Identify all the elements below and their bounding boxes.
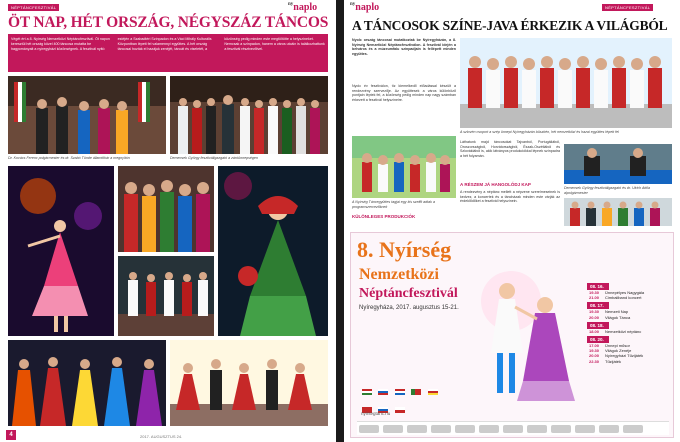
intro-text: Nyolc ország táncosai mutatkoztak be Nyíregyházán, a 8. Nyírség Nemzetközi Néptáncfesztiválon. A fesztivál idején a belváros és a múzeumfalu színpadjain is fellépett minden együttes. <box>352 38 456 56</box>
body-text-2: Láthatunk majd táncosokat Tajvanból, Portugáliából, Oroszországból, Horvátországból, Észak-Oszétiából és Szlovákiából is, akik látványos produkciókkal lépnek színpadra a hét folyamán. <box>460 140 560 158</box>
photo-colorful-troupe <box>8 340 166 426</box>
schedule-day: 08. 20. <box>587 336 609 343</box>
schedule-time: 22.30 <box>589 358 600 364</box>
logo-name: naplo <box>293 2 318 13</box>
body-text-1: Nyolc év fesztiválon, tíz kiemelkedő előadással készült a rendezvény szervezője. Az együttesek a város különböző pontjain léptek fel, a közönség pedig minden nap nagy számban érkezett a fesztivál helyszíneire. <box>352 84 456 102</box>
section-tag: NÉPTÁNCFESZTIVÁL <box>602 4 653 11</box>
ad-schedule <box>587 281 671 364</box>
ad-title-number: 8. Nyírség <box>357 237 452 262</box>
photo-group <box>564 198 672 226</box>
photo-dancers-stage <box>118 256 214 336</box>
schedule-time: 19.30 <box>589 348 600 354</box>
ad-sponsor-strip <box>357 421 669 435</box>
sponsor-logo <box>383 425 403 433</box>
schedule-event: Világok Tánca <box>605 314 631 320</box>
page-gutter <box>336 0 344 442</box>
ad-url: nyirsegtanc.hu <box>361 411 391 416</box>
schedule-entry <box>587 329 671 334</box>
photo-closing-ceremony <box>170 76 328 154</box>
schedule-time: 17.00 <box>589 343 600 349</box>
right-page <box>344 0 680 442</box>
schedule-time: 20.00 <box>589 353 600 359</box>
logo-name: naplo <box>355 2 380 13</box>
sponsor-logo <box>455 425 475 433</box>
sponsor-logo <box>503 425 523 433</box>
schedule-event: Világok Zenéje <box>605 348 632 354</box>
ad-dancers-illustration <box>471 261 583 411</box>
sponsor-logo <box>479 425 499 433</box>
schedule-event: Ünnepélyes Nagygála <box>605 290 645 295</box>
photo-troupe <box>460 38 672 128</box>
ad-dates: Nyíregyháza, 2017. augusztus 15-21. <box>359 305 459 311</box>
photo-opening-ceremony <box>8 76 166 154</box>
flag-russia <box>378 389 388 395</box>
page-headline: ÖT NAP, HÉT ORSZÁG, NÉGYSZÁZ TÁNCOS <box>8 14 329 31</box>
sponsor-logo <box>551 425 571 433</box>
section-tag: NÉPTÁNCFESZTIVÁL <box>8 4 59 11</box>
schedule-event: Ünnepi műsor <box>605 343 630 349</box>
sponsor-logo <box>527 425 547 433</box>
caption-opening: Dr. Kovács Ferenc polgármester és dr. Szabó Tünde államtitkár a megnyitón <box>8 156 130 160</box>
caption-kids: A Nyírség Táncegyüttes tagjai egy kis szelfit adtak a programszervezőknek <box>352 200 435 209</box>
caption-officials: Demecsek György fesztiváligazgató és dr. Ulrich Attila alpolgármester <box>564 186 651 195</box>
schedule-day: 08. 16. <box>587 283 609 290</box>
sponsor-logo <box>431 425 451 433</box>
lead-box <box>8 34 328 72</box>
schedule-time: 19.30 <box>589 290 600 295</box>
page-headline: A TÁNCOSOK SZÍNE-JAVA ÉRKEZIK A VILÁGBÓL <box>352 18 668 33</box>
flag-poland <box>395 407 405 413</box>
flag-hungary <box>362 389 372 395</box>
footer-date: 2017. AUGUSZTUS 24. <box>140 434 183 439</box>
schedule-event: Nemzeti Nap <box>605 309 629 315</box>
festival-advert <box>350 232 674 438</box>
ad-title-festival: Néptáncfesztivál <box>359 286 458 301</box>
schedule-day: 08. 18. <box>587 322 609 329</box>
logo <box>288 2 317 13</box>
schedule-day: 08. 17. <box>587 302 609 309</box>
ad-title-international: Nemzetközi <box>359 266 439 283</box>
body-text-3: A rendezvény a néptánc mellett a népzene szerelmeseinek is kedvez, a koncertek és a táncházak minden este várják az érdeklődőket a fesztivál helyszínein. <box>460 190 560 204</box>
schedule-time: 18.00 <box>589 328 600 334</box>
schedule-time: 19.30 <box>589 309 600 315</box>
logo-prefix: ny <box>350 2 356 7</box>
schedule-entry <box>587 359 671 364</box>
photo-dancer-green <box>218 166 328 336</box>
photo-dancer-pink <box>8 166 114 336</box>
sponsor-logo <box>575 425 595 433</box>
schedule-entry <box>587 315 671 320</box>
sponsor-logo <box>407 425 427 433</box>
photo-dancers-jumping <box>170 340 328 426</box>
photo-kids-selfie <box>352 136 456 198</box>
caption-closing: Demecsek György fesztiváligazgató a záróünnepségen <box>170 156 258 160</box>
schedule-time: 20.00 <box>589 314 600 320</box>
lead-text: Végét ért a 8. Nyírség Nemzetközi Néptáncfesztivál. Öt napon keresztül hét ország közel 400 táncosa mutatta be hagyományait a nyíregyházi közönségnek. A fesztivál nyitó estéjén a Szabadtéri Színpadon és a Váci Mihály Kulturális Központban lépett fel valamennyi együttes. A hét ország táncosai hozták el hazájuk zenéjét, táncát és viseletét, a közönség pedig minden este megtöltötte a helyszíneket. Nemcsak a színpadon, hanem a város utcáin is találkozhattunk a fesztivál résztvevőivel. <box>11 37 325 51</box>
page-number: 4 <box>6 430 16 440</box>
logo <box>350 2 379 13</box>
caption-troupe: A szlovén csoport a szép ünnepi Nyíregyházán büszkén, hét nemzetközi és hazai együttes lépett fel <box>460 130 619 134</box>
schedule-entry <box>587 295 671 300</box>
subhead-tune: A RÉSZEM JÁ HANGOLÓDJ KAP <box>460 182 531 187</box>
schedule-event: Nemzetközi néptánc <box>605 328 642 334</box>
sponsor-logo <box>359 425 379 433</box>
schedule-event: Cimbaliband koncert <box>605 295 642 301</box>
photo-costumed-group <box>118 166 214 252</box>
flag-croatia <box>395 389 405 395</box>
flag-portugal <box>411 389 421 395</box>
sponsor-logo <box>623 425 643 433</box>
schedule-event: Nyíregyházi Tűzijáték <box>605 353 644 359</box>
photo-officials <box>564 144 672 184</box>
schedule-time: 21.00 <box>589 295 600 301</box>
subhead-special: KÜLÖNLEGES PRODUKCIÓK <box>352 214 416 219</box>
schedule-event: Tűzijáték <box>605 358 622 364</box>
flag-north-ossetia <box>428 389 438 395</box>
sponsor-logo <box>599 425 619 433</box>
logo-prefix: ny <box>288 2 294 7</box>
left-page <box>0 0 336 442</box>
